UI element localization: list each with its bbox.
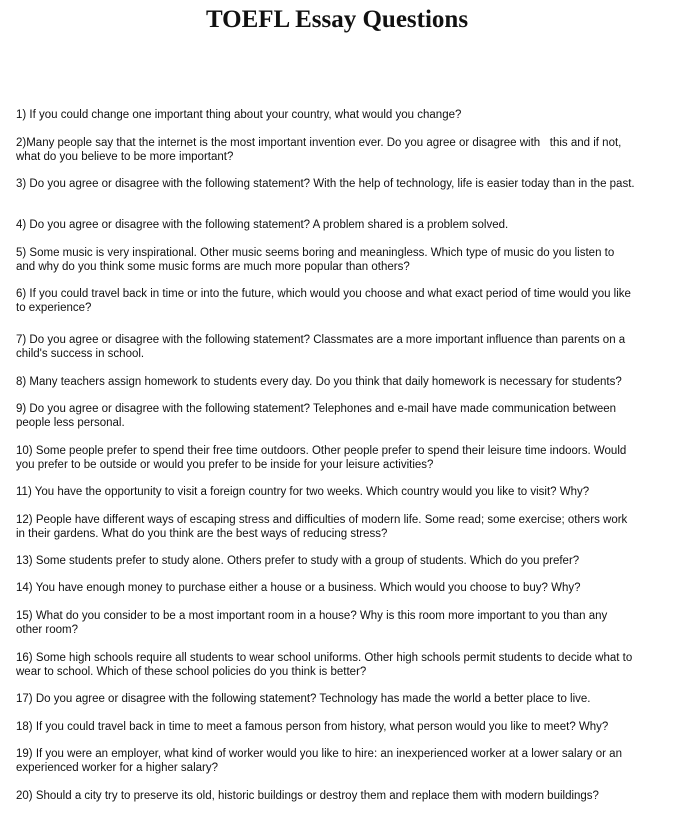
question-item: 7) Do you agree or disagree with the following statement? Classmates are a more important influence than parents on a child's success in school. <box>16 334 626 360</box>
page-title: TOEFL Essay Questions <box>205 6 469 33</box>
question-item: 5) Some music is very inspirational. Other music seems boring and meaningless. Which type of music do you listen to and why do you think some music forms are much more popular than others? <box>16 247 615 273</box>
question-item: 16) Some high schools require all students to wear school uniforms. Other high schools permit students to decide what to wear to school. Which of these school policies do you think is better? <box>16 652 633 678</box>
question-item: 20) Should a city try to preserve its old, historic buildings or destroy them and replace them with modern buildings? <box>16 790 599 802</box>
question-item: 6) If you could travel back in time or into the future, which would you choose and what exact period of time would you like to experience? <box>16 288 631 314</box>
question-item: 9) Do you agree or disagree with the following statement? Telephones and e-mail have made communication between people less personal. <box>16 403 617 429</box>
question-item: 2)Many people say that the internet is the most important invention ever. Do you agree or disagree with this and if not, what do you believe to be more important? <box>16 137 622 163</box>
question-item: 15) What do you consider to be a most important room in a house? Why is this room more important to you than any other room? <box>16 610 608 636</box>
question-item: 1) If you could change one important thing about your country, what would you change? <box>16 109 462 121</box>
question-item: 13) Some students prefer to study alone. Others prefer to study with a group of students. Which do you prefer? <box>16 555 580 567</box>
question-item: 10) Some people prefer to spend their free time outdoors. Other people prefer to spend their leisure time indoors. Would you prefer to be outside or would you prefer to be inside for your leisure activities? <box>16 445 627 471</box>
question-item: 3) Do you agree or disagree with the following statement? With the help of technology, life is easier today than in the past. <box>16 178 635 190</box>
question-item: 18) If you could travel back in time to meet a famous person from history, what person would you like to meet? Why? <box>16 721 609 733</box>
question-item: 19) If you were an employer, what kind of worker would you like to hire: an inexperienced worker at a lower salary or an experienced worker for a higher salary? <box>16 748 622 774</box>
question-item: 11) You have the opportunity to visit a foreign country for two weeks. Which country would you like to visit? Why? <box>16 486 590 498</box>
question-item: 4) Do you agree or disagree with the following statement? A problem shared is a problem solved. <box>16 219 509 231</box>
question-item: 17) Do you agree or disagree with the following statement? Technology has made the world a better place to live. <box>16 693 591 705</box>
question-item: 14) You have enough money to purchase either a house or a business. Which would you choose to buy? Why? <box>16 582 581 594</box>
question-item: 12) People have different ways of escaping stress and difficulties of modern life. Some read; some exercise; others work in their gardens. What do you think are the best ways of reducing stress? <box>16 514 628 540</box>
question-item: 8) Many teachers assign homework to students every day. Do you think that daily homework is necessary for students? <box>16 376 622 388</box>
